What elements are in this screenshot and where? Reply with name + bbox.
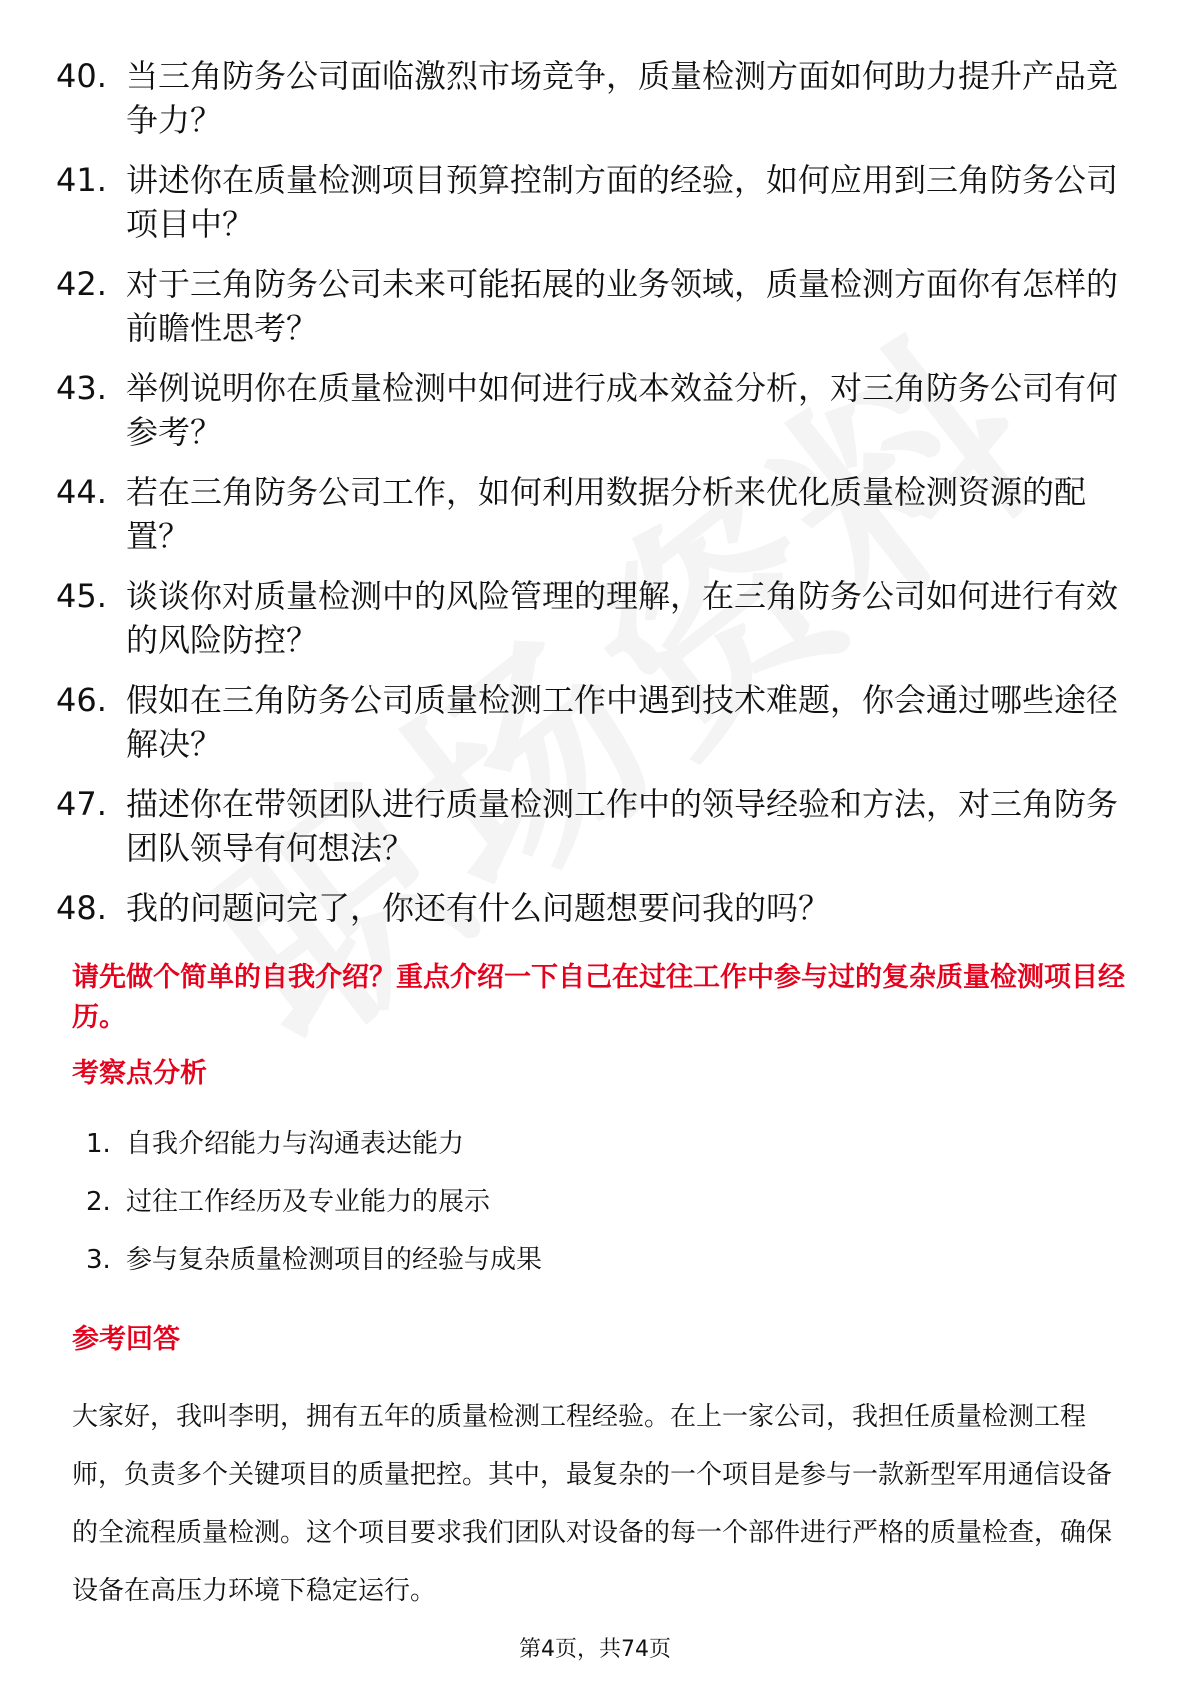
analysis-point xyxy=(86,1124,542,1164)
question-text: 假如在三角防务公司质量检测工作中遇到技术难题，你会通过哪些途径解决？ xyxy=(126,681,1119,763)
analysis-heading: 考察点分析 xyxy=(72,1058,207,1089)
question-text: 若在三角防务公司工作，如何利用数据分析来优化质量检测资源的配置？ xyxy=(126,473,1087,555)
question-item xyxy=(56,470,1136,558)
point-text: 参与复杂质量检测项目的经验与成果 xyxy=(126,1245,543,1275)
point-text: 过往工作经历及专业能力的展示 xyxy=(126,1187,491,1217)
question-number: 41. xyxy=(56,161,107,199)
analysis-point xyxy=(86,1240,542,1280)
page-footer: 第4页，共74页 xyxy=(519,1637,671,1662)
analysis-point xyxy=(86,1182,542,1222)
question-number: 44. xyxy=(56,473,107,511)
question-number: 46. xyxy=(56,681,107,719)
question-list xyxy=(56,54,1136,946)
question-text: 举例说明你在质量检测中如何进行成本效益分析，对三角防务公司有何参考？ xyxy=(126,369,1119,451)
featured-question: 请先做个简单的自我介绍？重点介绍一下自己在过往工作中参与过的复杂质量检测项目经历。 xyxy=(72,962,1125,1033)
question-number: 43. xyxy=(56,369,107,407)
question-item xyxy=(56,158,1136,246)
answer-paragraph: 大家好，我叫李明，拥有五年的质量检测工程经验。在上一家公司，我担任质量检测工程师，负责多个关键项目的质量把控。其中，最复杂的一个项目是参与一款新型军用通信设备的全流程质量检测。这个项目要求我们团队对设备的每一个部件进行严格的质量检查，确保设备在高压力环境下稳定运行。 xyxy=(72,1402,1113,1606)
question-item xyxy=(56,678,1136,766)
question-number: 40. xyxy=(56,57,107,95)
question-item xyxy=(56,782,1136,870)
question-text: 谈谈你对质量检测中的风险管理的理解，在三角防务公司如何进行有效的风险防控？ xyxy=(126,577,1119,659)
point-number: 3. xyxy=(86,1245,111,1275)
question-number: 45. xyxy=(56,577,107,615)
answer-heading: 参考回答 xyxy=(72,1324,180,1355)
question-item xyxy=(56,574,1136,662)
point-text: 自我介绍能力与沟通表达能力 xyxy=(126,1129,465,1159)
point-number: 2. xyxy=(86,1187,111,1217)
question-number: 48. xyxy=(56,889,107,927)
question-text: 讲述你在质量检测项目预算控制方面的经验，如何应用到三角防务公司项目中？ xyxy=(126,161,1119,243)
question-text: 当三角防务公司面临激烈市场竞争，质量检测方面如何助力提升产品竞争力？ xyxy=(126,57,1119,139)
question-text: 对于三角防务公司未来可能拓展的业务领域，质量检测方面你有怎样的前瞻性思考？ xyxy=(126,265,1119,347)
question-item xyxy=(56,54,1136,142)
analysis-points xyxy=(86,1124,542,1298)
question-text: 描述你在带领团队进行质量检测工作中的领导经验和方法，对三角防务团队领导有何想法？ xyxy=(126,785,1119,867)
question-number: 47. xyxy=(56,785,107,823)
question-number: 42. xyxy=(56,265,107,303)
question-item xyxy=(56,366,1136,454)
question-text: 我的问题问完了，你还有什么问题想要问我的吗？ xyxy=(126,889,831,927)
question-item xyxy=(56,886,1136,930)
point-number: 1. xyxy=(86,1129,111,1159)
question-item xyxy=(56,262,1136,350)
